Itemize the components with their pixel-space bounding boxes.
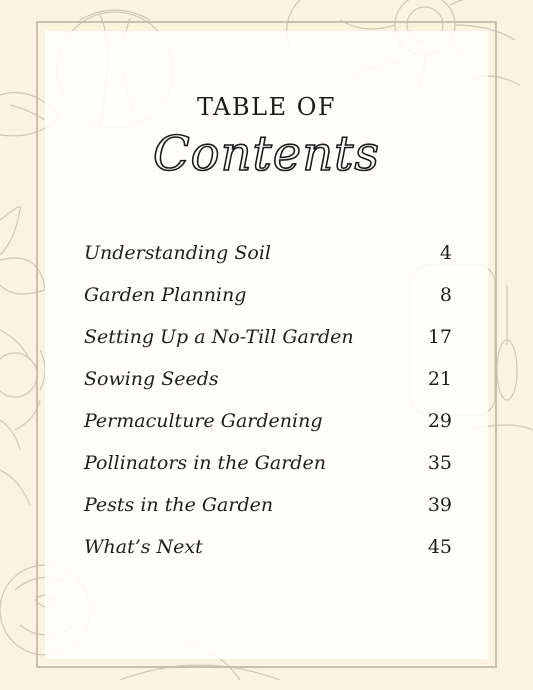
toc-entry-label: Setting Up a No-Till Garden — [84, 326, 354, 348]
toc-entry-page: 35 — [427, 452, 452, 474]
toc-entry[interactable] — [84, 526, 454, 568]
toc-entry-page: 21 — [427, 368, 452, 390]
toc-entry-label: Pollinators in the Garden — [84, 452, 326, 474]
toc-entry[interactable] — [84, 316, 454, 358]
toc-entry-label: Garden Planning — [84, 284, 247, 306]
leaf-icon — [0, 207, 21, 255]
toc-entry-label: Permaculture Gardening — [84, 410, 323, 432]
toc-entry-label: Pests in the Garden — [84, 494, 274, 516]
toc-entry-page: 39 — [427, 494, 452, 516]
toc-entry[interactable] — [84, 358, 454, 400]
spoon-icon — [497, 340, 517, 400]
toc-entry-page: 45 — [427, 536, 452, 558]
toc-entry[interactable] — [84, 442, 454, 484]
toc-entry-page: 8 — [439, 284, 452, 306]
toc-entry-page: 17 — [427, 326, 452, 348]
title-line-1: TABLE OF — [196, 93, 337, 121]
toc-entry-label: Sowing Seeds — [84, 368, 219, 390]
toc-entry-label: Understanding Soil — [84, 242, 271, 264]
toc-entry-label: What’s Next — [84, 536, 203, 558]
toc-entry[interactable] — [84, 232, 454, 274]
table-of-contents — [84, 232, 454, 568]
toc-entry-page: 29 — [427, 410, 452, 432]
toc-entry-page: 4 — [439, 242, 452, 264]
toc-entry[interactable] — [84, 274, 454, 316]
title-line-2: Contents — [152, 126, 381, 182]
toc-entry[interactable] — [84, 400, 454, 442]
toc-entry[interactable] — [84, 484, 454, 526]
